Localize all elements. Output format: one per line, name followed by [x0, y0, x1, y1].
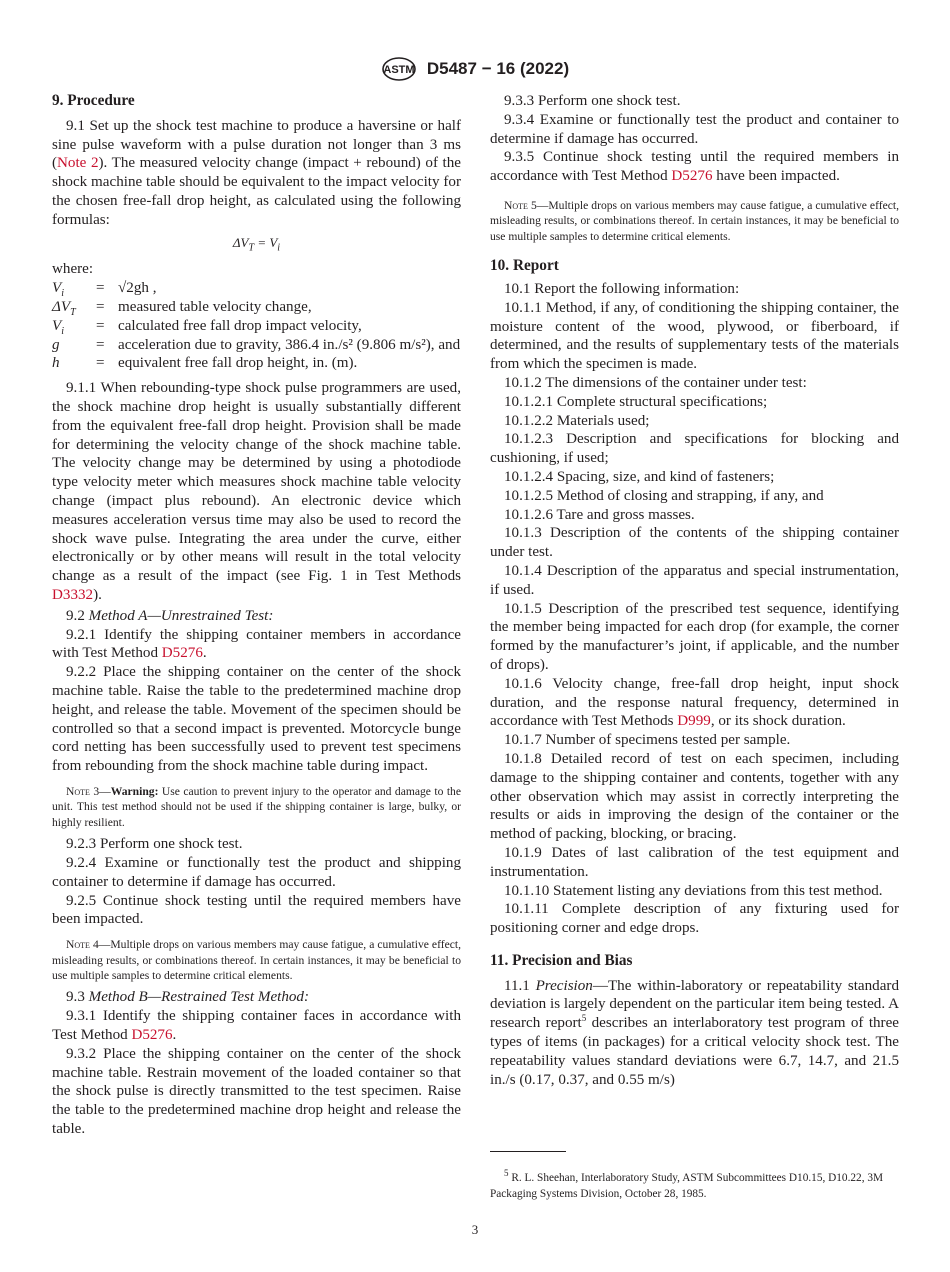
definition-row — [52, 298, 461, 317]
where-label: where: — [52, 261, 94, 278]
section-9-title: 9. Procedure — [52, 92, 135, 109]
para-10-1-2-2: 10.1.2.2 Materials used; — [504, 412, 650, 429]
definition-symbol: g — [52, 336, 60, 353]
definition-equals: = — [96, 336, 105, 353]
para-10-1-2-5: 10.1.2.5 Method of closing and strapping, if any, and — [504, 487, 824, 504]
para-10-1-7: 10.1.7 Number of specimens tested per sample. — [504, 732, 791, 749]
para-9-3: 9.3 Method B—Restrained Test Method: — [66, 989, 310, 1006]
variable-definitions — [52, 279, 461, 373]
para-10-1-1: 10.1.1 Method, if any, of conditioning the shipping container, the moisture content of the wood, plywood, or fiberboard, if determined, and the results of supplementary tests of the materials from which the specimen is made. — [490, 299, 899, 373]
para-10-1-6: 10.1.6 Velocity change, free-fall drop height, input shock duration, and the response natural frequency, determined in accordance with Test Methods D999, or its shock duration. — [490, 675, 899, 730]
svg-text:ASTM: ASTM — [383, 64, 415, 76]
para-10-1-8: 10.1.8 Detailed record of test on each specimen, including damage to the shipping container and contents, together with any other observation which may assist in correctly interpreting the results or aids in improving the design of the container or the method of packing, blocking, or bracing. — [490, 750, 899, 843]
d3332-link[interactable]: D3332 — [52, 586, 94, 603]
footnote-ref-5[interactable]: 5 — [581, 1013, 587, 1024]
para-10-1-5: 10.1.5 Description of the prescribed test sequence, identifying the member being impacted for each drop (for example, the corner formed by the manufacturer’s joint, if applicable, and the number of drops). — [490, 600, 899, 673]
page-number: 3 — [471, 1222, 479, 1237]
para-9-2: 9.2 Method A—Unrestrained Test: — [66, 607, 274, 624]
para-9-2-3: 9.2.3 Perform one shock test. — [66, 836, 243, 853]
para-10-1-2-4: 10.1.2.4 Spacing, size, and kind of fasteners; — [504, 468, 775, 485]
definition-symbol-wrap — [52, 317, 96, 336]
note-2-link[interactable]: Note 2 — [57, 155, 99, 172]
definition-text: measured table velocity change, — [118, 298, 312, 315]
para-9-1: 9.1 Set up the shock test machine to produce a haversine or half sine pulse waveform with a pulse duration not longer than 3 ms (Note 2). The measured velocity change (impact + rebound) of the shock machine table should be equivalent to the impact velocity for the chosen free-fall drop height, as calculated using the following formulas: — [52, 117, 461, 228]
para-10-1-2-1: 10.1.2.1 Complete structural specifications; — [504, 393, 768, 410]
definition-row — [52, 354, 461, 373]
para-9-1-1: 9.1.1 When rebounding-type shock pulse programmers are used, the shock machine drop height is usually substantially different from the equivalent free-fall drop height. Provision shall be made for determining the velocity change of the shock machine table. The velocity change may be determined by using a photodiode type velocity meter which measures shock machine table velocity change (impact plus rebound). An electronic device which measures acceleration versus time may also be used to record the shock wave pulse. Integrating the area under the curve, either electronically or by other means will result in the total velocity change as a result of the impact (see Fig. 1 in Test Methods D3332). — [52, 380, 461, 603]
definition-equals: = — [96, 317, 105, 334]
para-10-1-2: 10.1.2 The dimensions of the container under test: — [504, 374, 807, 391]
right-column — [490, 92, 899, 1089]
section-10-title: 10. Report — [490, 257, 559, 275]
definition-symbol: ΔV — [52, 298, 71, 315]
para-10-1-3: 10.1.3 Description of the contents of the shipping container under test. — [490, 525, 899, 561]
d5276-link[interactable]: D5276 — [161, 645, 203, 662]
definition-subscript: i — [61, 288, 65, 300]
definition-symbol: V — [52, 280, 62, 297]
definition-text: acceleration due to gravity, 386.4 in./s² (9.806 m/s²), and — [118, 336, 461, 353]
definition-row — [52, 279, 461, 298]
d999-link[interactable]: D999 — [677, 713, 711, 730]
para-9-3-4: 9.3.4 Examine or functionally test the product and container to determine if damage has occurred. — [490, 111, 899, 147]
para-10-1-9: 10.1.9 Dates of last calibration of the test equipment and instrumentation. — [490, 844, 899, 880]
para-10-1-2-6: 10.1.2.6 Tare and gross masses. — [504, 506, 695, 523]
definition-equals: = — [96, 298, 105, 315]
definition-equals: = — [96, 280, 105, 297]
para-9-2-4: 9.2.4 Examine or functionally test the product and shipping container to determine if damage has occurred. — [52, 854, 461, 890]
designation: D5487 − 16 (2022) — [426, 59, 570, 78]
para-11-1: 11.1 Precision—The within-laboratory or repeatability standard deviation is largely dependent on the particular item being tested. A research report$^5$ describes an interlaboratory test program of three types of items (in packages) for a critical velocity shock test. The repeatability values standard deviations were 6.7, 14.7, and 21.5 in./s (0.17, 0.37, and 0.55 m/s) — [490, 977, 899, 1088]
astm-logo — [381, 57, 417, 81]
note-4: Note 4—Multiple drops on various members may cause fatigue, a cumulative effect, misleading results, or combinations thereof. In certain instances, it may be beneficial to use multiple samples to determine critical elements. — [52, 938, 461, 982]
para-9-3-2: 9.3.2 Place the shipping container on the center of the shock machine table. Restrain movement of the loaded container so that the shock pulse is directly transmitted to the test specimen. Raise the table to the predetermined machine drop height and release the table. — [52, 1045, 461, 1137]
para-10-1-11: 10.1.11 Complete description of any fixturing used for positioning corner and edge drops. — [490, 901, 899, 937]
definition-subscript: i — [61, 325, 65, 337]
para-9-2-2: 9.2.2 Place the shipping container on the center of the shock machine table. Raise the table to the predetermined machine drop height, and release the table. Movement of the specimen should be controlled so that a second impact is prevented. Motorcycle bunge cord netting has been successfully used to prevent test specimens from rebounding from the shock machine table during impact. — [52, 664, 461, 775]
para-10-1-4: 10.1.4 Description of the apparatus and special instrumentation, if used. — [490, 562, 899, 598]
definition-row — [52, 317, 461, 336]
para-9-2-5: 9.2.5 Continue shock testing until the required members have been impacted. — [52, 892, 461, 928]
definition-symbol-wrap — [52, 298, 96, 317]
section-11-title: 11. Precision and Bias — [490, 951, 633, 969]
para-9-3-5: 9.3.5 Continue shock testing until the required members in accordance with Test Method D5276 have been impacted. — [490, 149, 899, 185]
definition-symbol-wrap — [52, 336, 96, 355]
velocity-equation: $\Delta V_T = V_i$ — [232, 234, 281, 254]
definition-text: equivalent free fall drop height, in. (m). — [118, 355, 358, 372]
para-9-3-3: 9.3.3 Perform one shock test. — [504, 93, 681, 109]
definition-text: calculated free fall drop impact velocity, — [118, 317, 362, 334]
d5276-link[interactable]: D5276 — [671, 168, 713, 185]
definition-symbol-wrap — [52, 279, 96, 298]
para-10-1-10: 10.1.10 Statement listing any deviations from this test method. — [504, 882, 883, 899]
definition-equals: = — [96, 355, 105, 372]
page-header — [0, 57, 950, 83]
note-3: Note 3—Warning: Use caution to prevent injury to the operator and damage to the unit. This test method should not be used if the shipping container is large, bulky, or highly resilient. — [52, 784, 461, 829]
footnote-5: $^5$ R. L. Sheehan, Interlaboratory Study, ASTM Subcommittees D10.15, D10.22, 3M Packaging Systems Division, October 28, 1985. — [490, 1168, 884, 1200]
para-9-3-1: 9.3.1 Identify the shipping container faces in accordance with Test Method D5276. — [52, 1008, 461, 1043]
note-5: Note 5—Multiple drops on various members may cause fatigue, a cumulative effect, misleading results, or combinations thereof. In certain instances, it may be beneficial to use multiple samples to determine critical elements. — [490, 198, 899, 243]
definition-row — [52, 336, 461, 355]
definition-symbol: V — [52, 317, 62, 334]
definition-symbol: h — [52, 355, 60, 372]
para-10-1-2-3: 10.1.2.3 Description and specifications for blocking and cushioning, if used; — [490, 431, 899, 467]
para-9-2-1: 9.2.1 Identify the shipping container members in accordance with Test Method D5276. — [52, 626, 461, 662]
definition-symbol-wrap — [52, 354, 96, 373]
para-10-1: 10.1 Report the following information: — [504, 281, 740, 297]
definition-text: √2gh , — [118, 280, 157, 297]
d5276-link[interactable]: D5276 — [131, 1026, 173, 1043]
footnote-divider — [490, 1151, 566, 1152]
definition-subscript: T — [70, 306, 76, 318]
left-column — [52, 92, 461, 1139]
